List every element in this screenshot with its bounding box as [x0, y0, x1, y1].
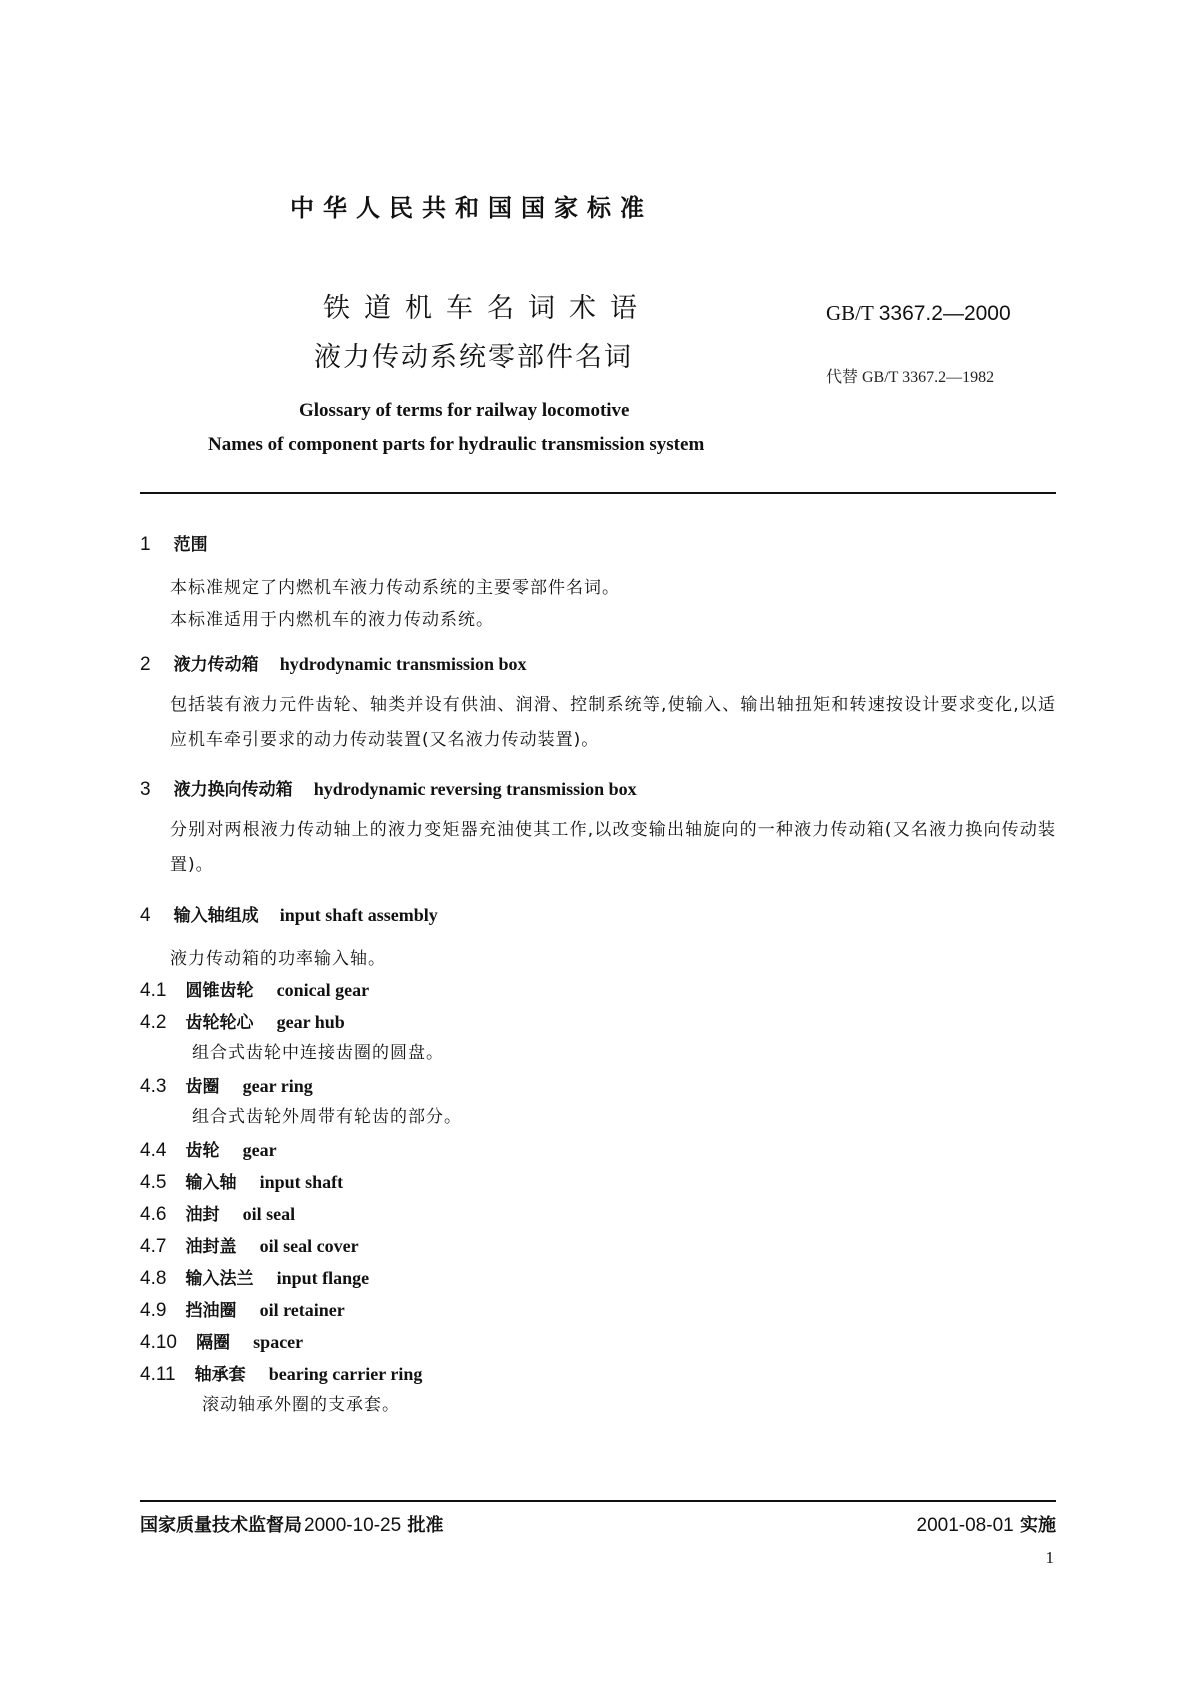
section-title-en: hydrodynamic transmission box: [279, 654, 527, 674]
approve-label: 批准: [407, 1515, 444, 1536]
item-number: 4.2: [140, 1012, 167, 1033]
item-4-8: [140, 1264, 369, 1290]
item-title-en: gear hub: [276, 1012, 345, 1032]
item-number: 4.6: [140, 1204, 167, 1225]
item-4-3-desc: 组合式齿轮外周带有轮齿的部分。: [192, 1107, 462, 1127]
section-title: 液力传动箱: [173, 655, 259, 675]
replaces-note: 代替 GB/T 3367.2—1982: [826, 369, 995, 386]
section-title-en: hydrodynamic reversing transmission box: [313, 779, 637, 799]
item-title-en: bearing carrier ring: [268, 1364, 423, 1384]
standard-number-value: 3367.2—2000: [878, 302, 1011, 325]
item-4-11-desc: 滚动轴承外圈的支承套。: [202, 1395, 400, 1415]
item-title: 输入轴: [185, 1173, 237, 1193]
title-en-line2: Names of component parts for hydraulic transmission system: [208, 434, 705, 455]
section-number: 3: [140, 779, 151, 800]
item-number: 4.9: [140, 1300, 167, 1321]
page-number: 1: [1045, 1548, 1054, 1567]
section-title: 输入轴组成: [173, 906, 259, 926]
section-title: 液力换向传动箱: [173, 780, 293, 800]
item-4-7: [140, 1232, 359, 1258]
section-4-heading: [140, 901, 438, 927]
national-standard-heading: 中华人民共和国国家标准: [290, 194, 653, 222]
item-title-en: input shaft: [259, 1172, 344, 1192]
item-title: 齿轮: [185, 1141, 220, 1161]
section-3-text: 分别对两根液力传动轴上的液力变矩器充油使其工作,以改变输出轴旋向的一种液力传动箱(又名液力换向传动装置)。: [170, 820, 1056, 875]
standard-prefix: GB/T: [826, 301, 874, 325]
header-divider: [140, 492, 1056, 494]
item-title: 输入法兰: [185, 1269, 254, 1289]
section-2-heading: [140, 650, 526, 676]
item-number: 4.3: [140, 1076, 167, 1097]
item-4-5: [140, 1168, 343, 1194]
item-number: 4.5: [140, 1172, 167, 1193]
item-title-en: spacer: [253, 1332, 304, 1352]
item-number: 4.10: [140, 1332, 177, 1353]
title-cn-line2: 液力传动系统零部件名词: [314, 342, 633, 373]
item-4-3: [140, 1072, 313, 1098]
item-title-en: oil retainer: [259, 1300, 345, 1320]
item-title-en: oil seal: [242, 1204, 296, 1224]
issuer: 国家质量技术监督局: [140, 1515, 302, 1536]
item-number: 4.4: [140, 1140, 167, 1161]
item-4-9: [140, 1296, 345, 1322]
item-title: 隔圈: [196, 1333, 231, 1353]
approval-line: [140, 1511, 443, 1537]
item-title: 油封: [185, 1205, 220, 1225]
item-number: 4.8: [140, 1268, 167, 1289]
item-title-en: gear: [242, 1140, 277, 1160]
item-title: 圆锥齿轮: [185, 981, 254, 1001]
title-en-line1: Glossary of terms for railway locomotive: [299, 400, 630, 421]
item-4-4: [140, 1136, 277, 1162]
item-4-6: [140, 1200, 295, 1226]
section-title: 范围: [173, 535, 208, 555]
item-4-1: [140, 976, 369, 1002]
item-title: 齿轮轮心: [185, 1013, 254, 1033]
section-number: 2: [140, 654, 151, 675]
item-title: 挡油圈: [185, 1301, 237, 1321]
item-number: 4.7: [140, 1236, 167, 1257]
item-title-en: conical gear: [276, 980, 370, 1000]
section-number: 1: [140, 534, 151, 555]
item-title: 油封盖: [185, 1237, 237, 1257]
item-4-10: [140, 1328, 303, 1354]
footer-divider: [140, 1500, 1056, 1502]
section-title-en: input shaft assembly: [279, 905, 438, 925]
effective-date: 2001-08-01: [916, 1515, 1014, 1536]
section-2-text: 包括装有液力元件齿轮、轴类并设有供油、润滑、控制系统等,使输入、输出轴扭矩和转速按设计要求变化,以适应机车牵引要求的动力传动装置(又名液力传动装置)。: [170, 695, 1056, 750]
title-cn-line1: 铁道机车名词术语: [323, 293, 651, 324]
item-number: 4.1: [140, 980, 167, 1001]
item-number: 4.11: [140, 1364, 176, 1385]
standard-number: [826, 301, 1011, 326]
approve-date: 2000-10-25: [304, 1515, 402, 1536]
item-title: 齿圈: [185, 1077, 220, 1097]
section-1-para-2: 本标准适用于内燃机车的液力传动系统。: [170, 610, 494, 630]
item-title: 轴承套: [194, 1365, 246, 1385]
item-title-en: input flange: [276, 1268, 370, 1288]
section-1-heading: [140, 530, 208, 556]
item-4-2: [140, 1008, 345, 1034]
section-3-heading: [140, 775, 637, 801]
item-title-en: gear ring: [242, 1076, 313, 1096]
section-number: 4: [140, 905, 151, 926]
section-1-para-1: 本标准规定了内燃机车液力传动系统的主要零部件名词。: [170, 578, 620, 598]
effective-label: 实施: [1020, 1515, 1056, 1536]
section-4-text: 液力传动箱的功率输入轴。: [170, 949, 386, 969]
item-4-11: [140, 1360, 422, 1386]
item-4-2-desc: 组合式齿轮中连接齿圈的圆盘。: [192, 1043, 444, 1063]
effective-line: [917, 1511, 1056, 1537]
item-title-en: oil seal cover: [259, 1236, 359, 1256]
